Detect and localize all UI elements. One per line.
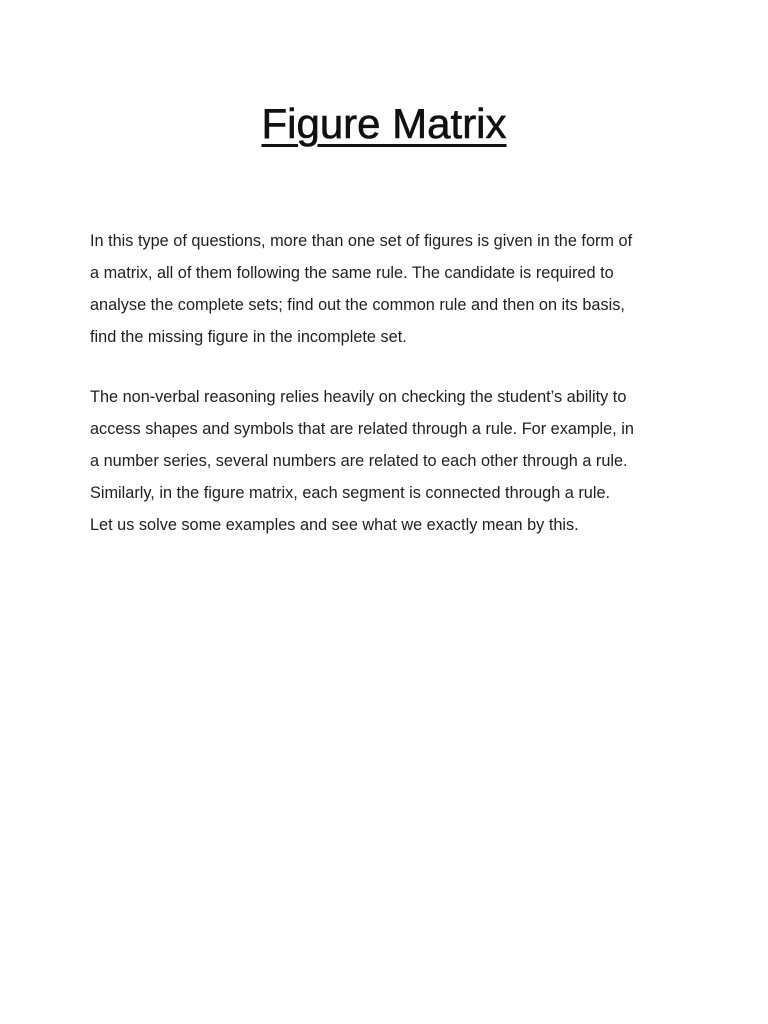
paragraph-line: find the missing figure in the incomplete set. (90, 328, 407, 346)
paragraph-line: The non-verbal reasoning relies heavily on checking the student’s ability to (90, 388, 627, 406)
paragraph-line: analyse the complete sets; find out the common rule and then on its basis, (90, 296, 625, 314)
paragraph-line: a number series, several numbers are related to each other through a rule. (90, 452, 628, 470)
intro-paragraph (90, 225, 690, 353)
paragraph-line: Similarly, in the figure matrix, each segment is connected through a rule. (90, 484, 611, 502)
paragraph-line: a matrix, all of them following the same rule. The candidate is required to (90, 264, 614, 282)
page-title (0, 96, 768, 152)
paragraph-line: In this type of questions, more than one set of figures is given in the form of (90, 232, 633, 250)
page-title-text: Figure Matrix (261, 100, 507, 147)
paragraph-line: access shapes and symbols that are related through a rule. For example, in (90, 420, 634, 438)
explanation-paragraph (90, 381, 690, 541)
paragraph-line: Let us solve some examples and see what we exactly mean by this. (90, 516, 579, 534)
